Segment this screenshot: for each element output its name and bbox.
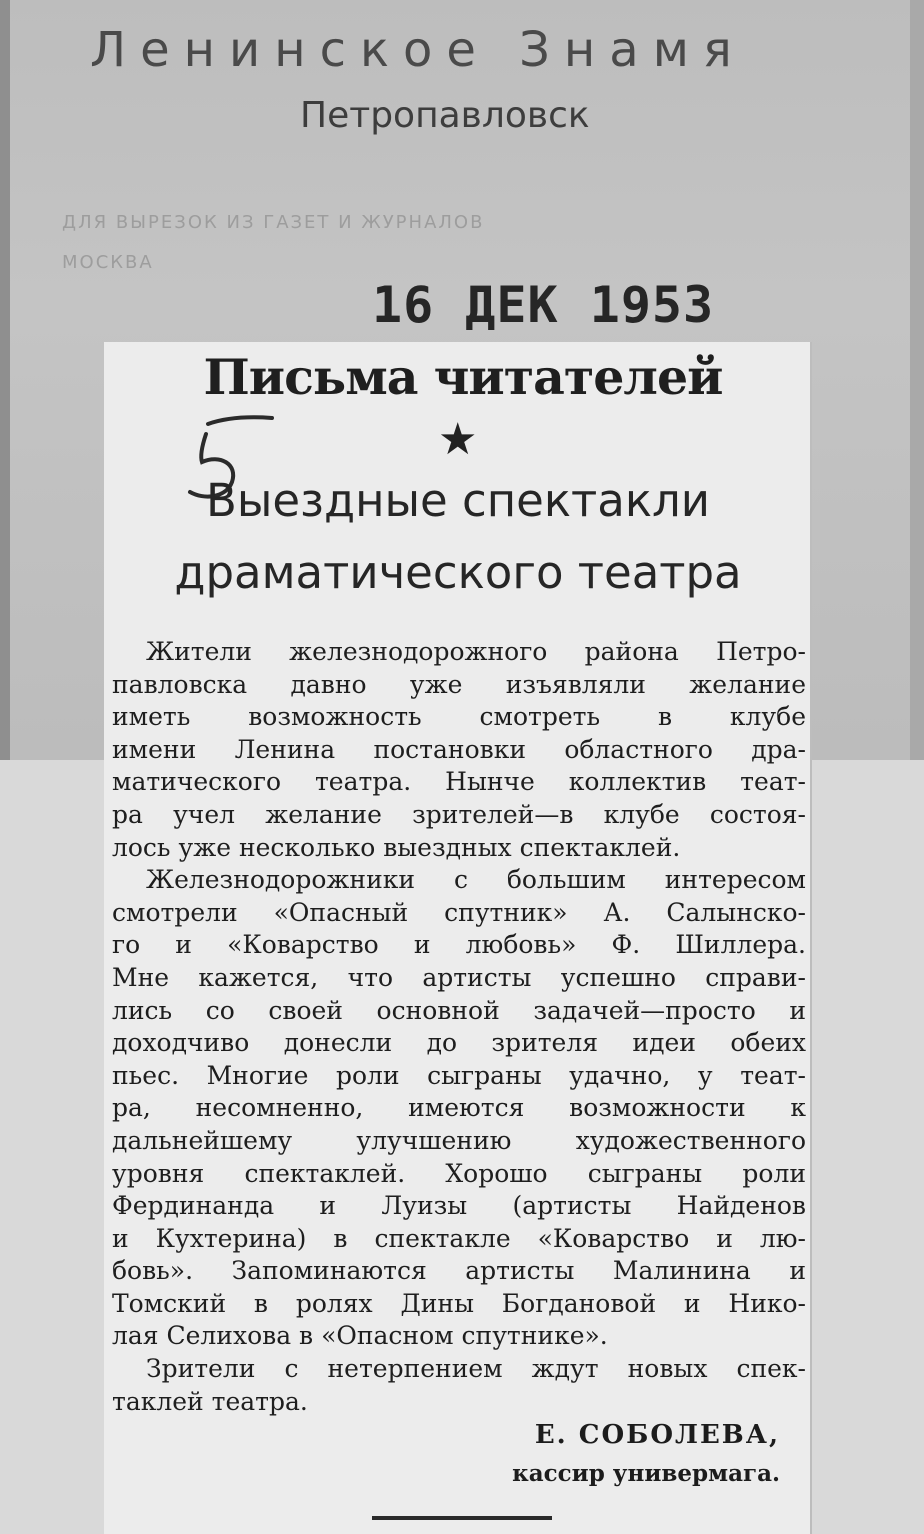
article-line: уровня спектаклей. Хорошо сыграны роли — [112, 1158, 806, 1188]
article-line: Томский в ролях Дины Богдановой и Нико- — [112, 1288, 806, 1318]
article-line: Зрители с нетерпением ждут новых спек- — [146, 1354, 806, 1384]
closing-rule — [372, 1516, 552, 1520]
article-line: лось уже несколько выездных спектаклей. — [112, 832, 681, 862]
article-line: ра учел желание зрителей—в клубе состоя- — [112, 799, 806, 829]
date-stamp: 16 ДЕК 1953 — [372, 276, 715, 334]
article-line: доходчиво донесли до зрителя идеи обеих — [112, 1028, 806, 1058]
article-title-line-1: Выездные спектакли — [205, 474, 711, 527]
article-line: Фердинанда и Луизы (артисты Найденов — [112, 1191, 806, 1221]
article-title-line-2: драматического театра — [174, 546, 742, 599]
article-line: Мне кажется, что артисты успешно справи- — [112, 962, 806, 992]
article-line: ра, несомненно, имеются возможности к — [112, 1093, 806, 1123]
article-line: бовь». Запоминаются артисты Малинина и — [112, 1256, 806, 1286]
article-line: таклей театра. — [112, 1386, 308, 1416]
article-line: го и «Коварство и любовь» Ф. Шиллера. — [112, 930, 806, 960]
article-line: и Кухтерина) в спектакле «Коварство и лю- — [112, 1223, 806, 1253]
article-body — [112, 636, 806, 1418]
article-line: матического театра. Нынче коллектив теат- — [112, 767, 806, 797]
author-position: кассир универмага. — [512, 1460, 780, 1487]
article-line: лая Селихова в «Опасном спутнике». — [112, 1321, 608, 1351]
article-line: смотрели «Опасный спутник» А. Салынско- — [112, 897, 806, 927]
city-stamp: Петропавловск — [300, 95, 590, 136]
article-line: дальнейшему улучшению художественного — [112, 1125, 806, 1155]
newspaper-name-stamp: Ленинское Знамя — [90, 22, 746, 78]
article-line: пьес. Многие роли сыграны удачно, у теат- — [112, 1060, 806, 1090]
section-heading: Письма читателей — [203, 348, 723, 406]
faint-printed-line: ДЛЯ ВЫРЕЗОК ИЗ ГАЗЕТ И ЖУРНАЛОВ — [62, 212, 485, 233]
article-line: Жители железнодорожного района Петро- — [146, 637, 806, 666]
author-signature: Е. СОБОЛЕВА, — [534, 1420, 780, 1450]
article-line: иметь возможность смотреть в клубе — [112, 702, 806, 732]
card-edge-shadow — [0, 0, 10, 760]
article-line: имени Ленина постановки областного дра- — [112, 734, 806, 764]
article-line: павловска давно уже изъявляли желание — [112, 669, 806, 699]
card-edge-right — [910, 0, 924, 760]
article-line: Железнодорожники с большим интересом — [146, 865, 806, 895]
faint-printed-line-2: МОСКВА — [62, 252, 154, 273]
article-line: лись со своей основной задачей—просто и — [112, 995, 806, 1025]
star-icon: ★ — [438, 414, 478, 465]
